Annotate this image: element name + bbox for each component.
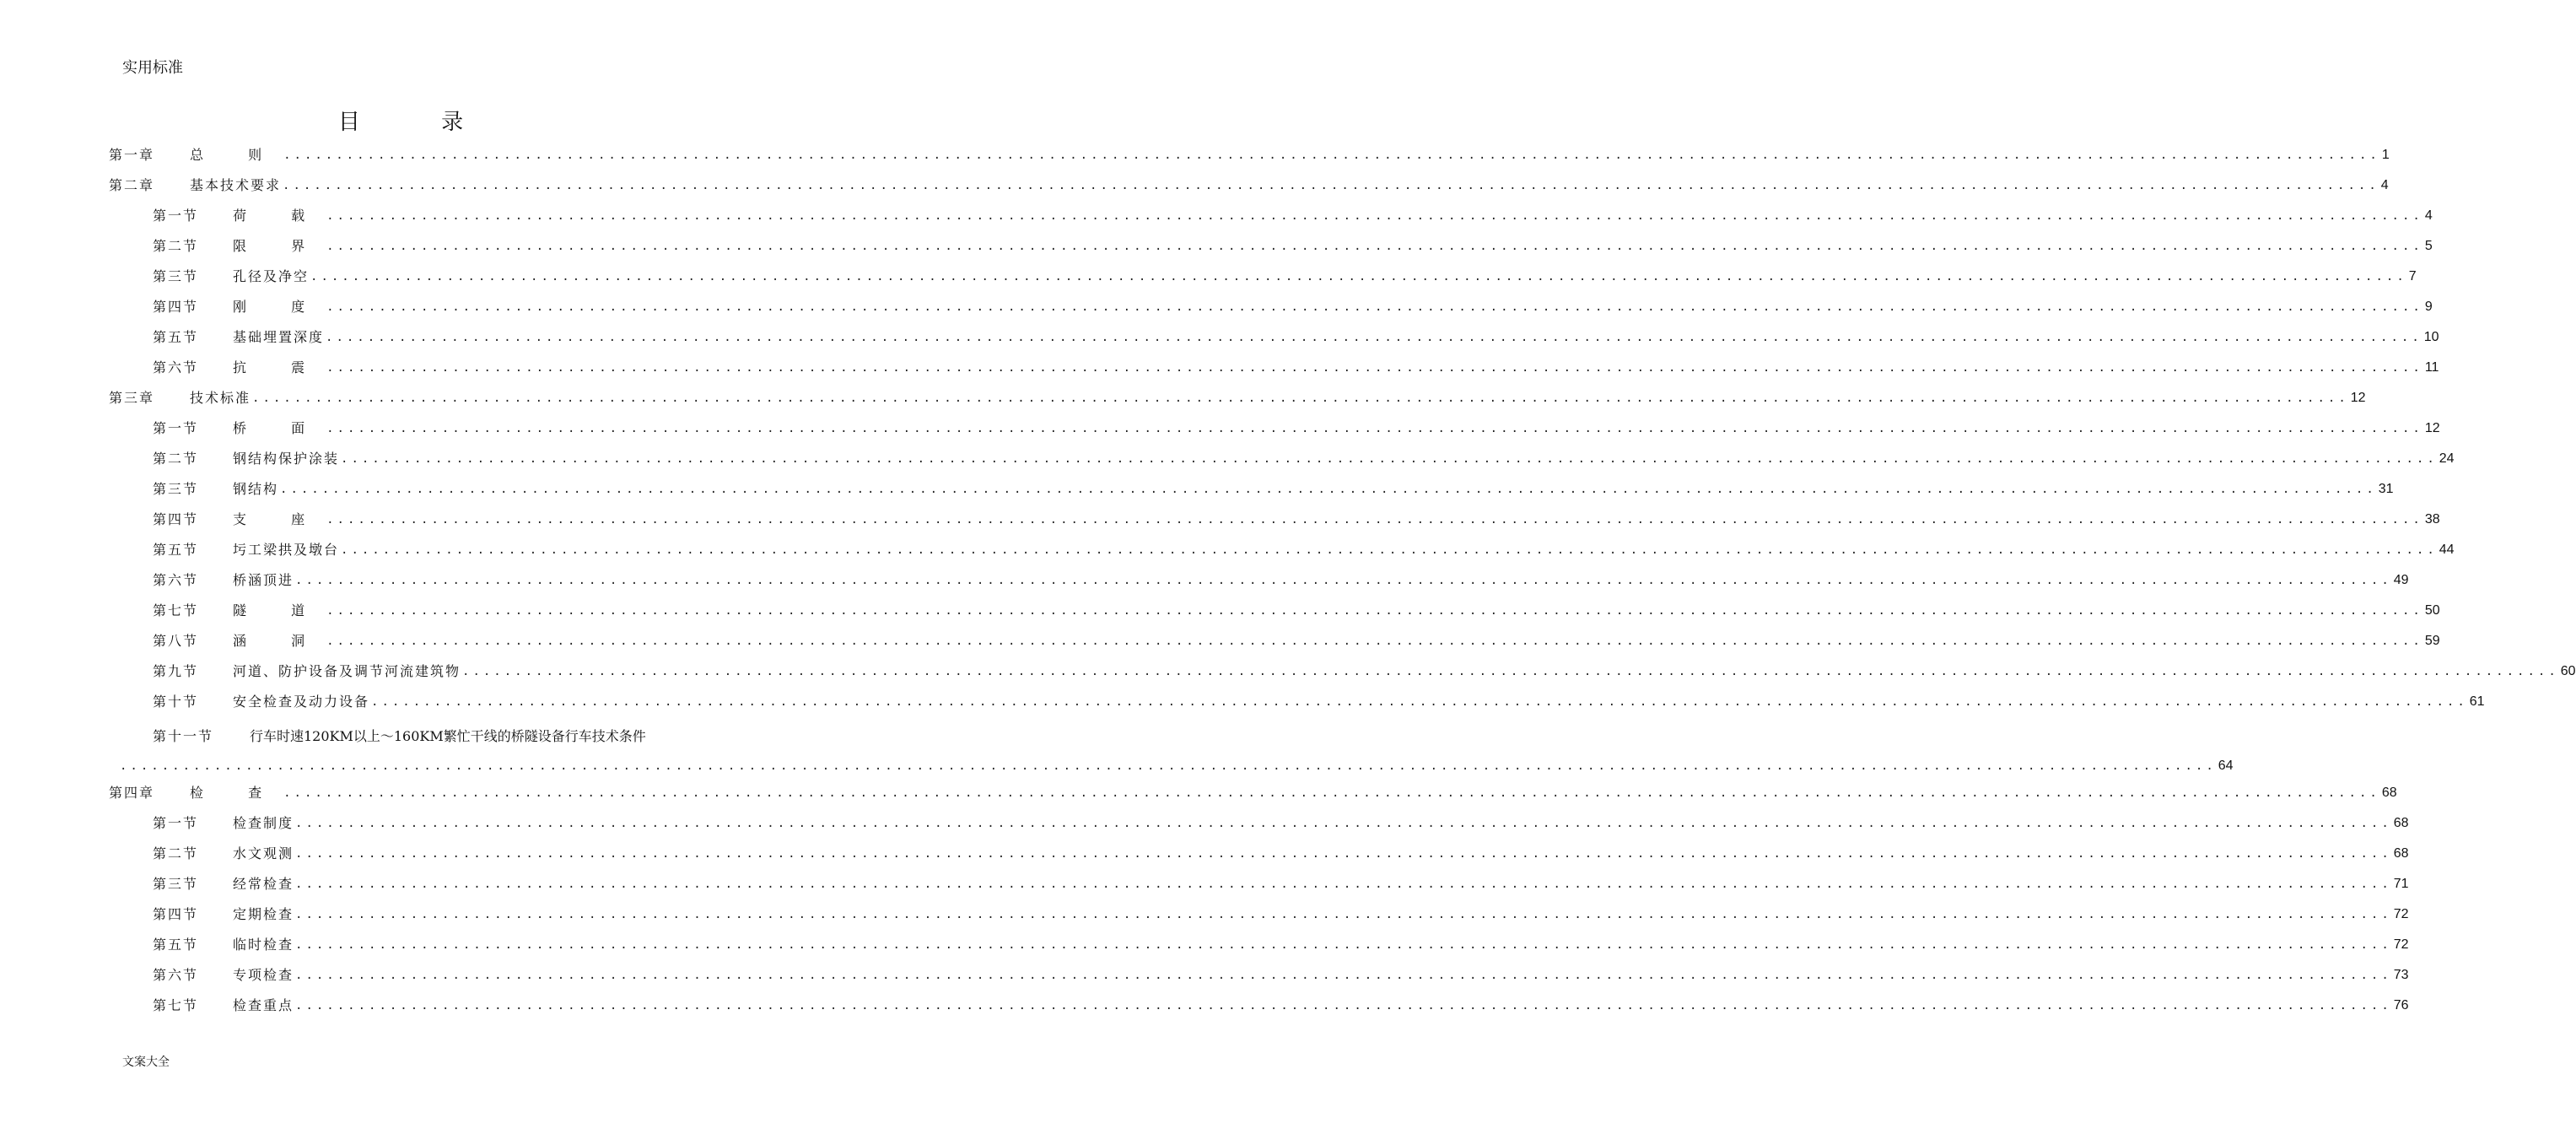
dot-leader: ........................................................................................................................................................................................................ <box>295 817 2392 830</box>
dot-leader: ........................................................................................................................................................................................................ <box>341 543 2438 557</box>
dot-leader: ........................................................................................................................................................................................................ <box>120 759 2217 773</box>
toc-entry-page: 68 <box>2393 816 2409 830</box>
toc-entry-title-long <box>153 726 709 745</box>
toc-section-entry[interactable] <box>153 413 2440 437</box>
dot-leader: ........................................................................................................................................................................................................ <box>326 361 2423 375</box>
toc-entry-label: 第七节 <box>153 997 199 1013</box>
toc-entry-page: 38 <box>2424 512 2440 526</box>
toc-section-entry[interactable] <box>153 869 2409 893</box>
dot-leader: ........................................................................................................................................................................................................ <box>280 483 2377 496</box>
toc-entry-page: 68 <box>2381 786 2397 800</box>
toc-entry-title: 检 查 <box>190 785 283 801</box>
dot-leader: ........................................................................................................................................................................................................ <box>326 300 2423 314</box>
dot-leader: ........................................................................................................................................................................................................ <box>295 878 2392 891</box>
toc-entry-title: 水文观测 <box>233 845 294 861</box>
toc-entry-label: 第一章 <box>109 147 155 163</box>
dot-leader: ........................................................................................................................................................................................................ <box>283 179 2379 192</box>
toc-entry-title: 限 界 <box>233 238 326 254</box>
toc-entry-page: 11 <box>2424 360 2439 375</box>
toc-entry-label: 第九节 <box>153 663 199 679</box>
toc-entry-page: 60 <box>2560 664 2576 678</box>
toc-chapter-entry[interactable] <box>109 140 2390 164</box>
toc-entry-label: 第五节 <box>153 329 199 345</box>
toc-entry-label: 第四节 <box>153 511 199 527</box>
toc-entry-leader-row[interactable] <box>118 751 2234 775</box>
toc-entry-page: 12 <box>2424 421 2440 435</box>
dot-leader: ........................................................................................................................................................................................................ <box>326 331 2422 344</box>
toc-entry-label: 第二章 <box>109 177 155 193</box>
toc-entry-label: 第一节 <box>153 420 199 436</box>
toc-entry-title: 荷 载 <box>233 208 326 224</box>
dot-leader: ........................................................................................................................................................................................................ <box>462 665 2559 678</box>
toc-entry-title: 经常检查 <box>233 876 294 892</box>
dot-leader: ........................................................................................................................................................................................................ <box>310 270 2407 284</box>
toc-entry-page: 7 <box>2408 269 2417 284</box>
toc-entry-label: 第十节 <box>153 694 199 710</box>
toc-entry-title: 桥涵顶进 <box>233 572 294 588</box>
toc-entry-title: 行车时速120KM以上～160KM繁忙干线的桥隧设备行车技术条件 <box>250 728 646 744</box>
toc-entry-label: 第八节 <box>153 633 199 649</box>
toc-entry-title: 桥 面 <box>233 420 326 436</box>
toc-section-entry[interactable] <box>153 535 2455 559</box>
toc-title: 目 录 <box>337 110 501 135</box>
toc-entry-page: 64 <box>2218 759 2234 773</box>
toc-entry-page: 71 <box>2393 877 2409 891</box>
toc-section-entry[interactable] <box>153 808 2409 832</box>
toc-entry-title: 检查重点 <box>233 997 294 1013</box>
toc-entry-label: 第二节 <box>153 451 199 467</box>
toc-entry-label: 第一节 <box>153 815 199 831</box>
toc-entry-page: 76 <box>2393 998 2409 1012</box>
toc-entry-title: 涵 洞 <box>233 633 326 649</box>
toc-entry-title: 刚 度 <box>233 299 326 315</box>
toc-entry-label: 第六节 <box>153 572 199 588</box>
toc-section-entry[interactable] <box>153 930 2409 953</box>
toc-entry-page: 1 <box>2381 148 2390 162</box>
toc-chapter-entry[interactable] <box>109 383 2366 407</box>
toc-entry-label: 第三节 <box>153 268 199 284</box>
toc-entry-title: 基本技术要求 <box>190 177 282 193</box>
toc-entry-page: 31 <box>2378 482 2394 496</box>
toc-entry-page: 73 <box>2393 968 2409 982</box>
toc-entry-label: 第七节 <box>153 602 199 618</box>
toc-entry-page: 44 <box>2439 543 2455 557</box>
toc-entry-label: 第三节 <box>153 876 199 892</box>
toc-entry-label: 第一节 <box>153 208 199 224</box>
toc-entry-page: 49 <box>2393 573 2409 587</box>
toc-entry-page: 10 <box>2423 330 2439 344</box>
toc-section-entry[interactable] <box>153 991 2409 1014</box>
toc-entry-page: 9 <box>2424 300 2433 314</box>
toc-chapter-entry[interactable] <box>109 170 2389 194</box>
toc-entry-title: 定期检查 <box>233 906 294 922</box>
toc-entry-page: 24 <box>2439 451 2455 466</box>
page-footer: 文案大全 <box>122 1056 170 1069</box>
toc-section-entry[interactable] <box>153 626 2440 650</box>
toc-entry-label: 第二节 <box>153 845 199 861</box>
toc-entry-page: 72 <box>2393 937 2409 952</box>
toc-entry-title: 总 则 <box>190 147 283 163</box>
toc-entry-label: 第四章 <box>109 785 155 801</box>
toc-section-entry[interactable] <box>153 474 2394 498</box>
toc-section-entry[interactable] <box>153 565 2409 589</box>
dot-leader: ........................................................................................................................................................................................................ <box>295 908 2392 921</box>
toc-entry-title: 临时检查 <box>233 937 294 953</box>
dot-leader: ........................................................................................................................................................................................................ <box>295 847 2392 861</box>
dot-leader: ........................................................................................................................................................................................................ <box>283 148 2380 162</box>
toc-entry-label: 第三节 <box>153 481 199 497</box>
toc-section-entry[interactable] <box>153 262 2417 285</box>
toc-entry-title: 技术标准 <box>190 390 251 406</box>
toc-entry-page: 61 <box>2469 694 2485 709</box>
toc-entry-label: 第六节 <box>153 359 199 375</box>
toc-entry-page: 4 <box>2424 208 2433 223</box>
dot-leader: ........................................................................................................................................................................................................ <box>326 604 2423 618</box>
dot-leader: ........................................................................................................................................................................................................ <box>326 240 2423 253</box>
dot-leader: ........................................................................................................................................................................................................ <box>326 422 2423 435</box>
toc-section-entry[interactable] <box>153 444 2455 467</box>
toc-entry-label: 第六节 <box>153 967 199 983</box>
toc-entry-page: 4 <box>2380 178 2389 192</box>
toc-entry-title: 抗 震 <box>233 359 326 375</box>
toc-entry-title: 钢结构 <box>233 481 279 497</box>
toc-entry-page: 68 <box>2393 846 2409 861</box>
toc-entry-page: 50 <box>2424 603 2440 618</box>
toc-section-entry[interactable] <box>153 687 2485 710</box>
dot-leader: ........................................................................................................................................................................................................ <box>326 513 2423 526</box>
toc-entry-title: 安全检查及动力设备 <box>233 694 370 710</box>
toc-entry-title: 支 座 <box>233 511 326 527</box>
toc-chapter-entry[interactable] <box>109 778 2397 802</box>
toc-entry-title: 钢结构保护涂装 <box>233 451 340 467</box>
dot-leader: ........................................................................................................................................................................................................ <box>341 452 2438 466</box>
toc-entry-label: 第五节 <box>153 937 199 953</box>
toc-entry-page: 59 <box>2424 634 2440 648</box>
dot-leader: ........................................................................................................................................................................................................ <box>326 634 2423 648</box>
toc-section-entry[interactable] <box>153 505 2440 528</box>
toc-entry-label: 第三章 <box>109 390 155 406</box>
dot-leader: ........................................................................................................................................................................................................ <box>326 209 2423 223</box>
dot-leader: ........................................................................................................................................................................................................ <box>295 938 2392 952</box>
toc-section-entry[interactable] <box>153 322 2439 346</box>
toc-entry-label: 第十一节 <box>153 728 214 744</box>
toc-section-entry[interactable] <box>153 292 2433 316</box>
toc-entry-title: 圬工梁拱及墩台 <box>233 542 340 558</box>
toc-section-entry[interactable] <box>153 353 2439 376</box>
toc-section-entry[interactable] <box>153 899 2409 923</box>
toc-entry-label: 第二节 <box>153 238 199 254</box>
toc-entry-title: 基础埋置深度 <box>233 329 325 345</box>
toc-entry-title: 河道、防护设备及调节河流建筑物 <box>233 663 461 679</box>
toc-entry-page: 12 <box>2350 391 2366 405</box>
toc-section-entry[interactable] <box>153 201 2433 224</box>
toc-section-entry[interactable] <box>153 656 2576 680</box>
toc-entry-label: 第四节 <box>153 299 199 315</box>
toc-entry-title: 隧 道 <box>233 602 326 618</box>
toc-section-entry[interactable] <box>153 839 2409 862</box>
dot-leader: ........................................................................................................................................................................................................ <box>295 999 2392 1012</box>
toc-entry-label: 第五节 <box>153 542 199 558</box>
dot-leader: ........................................................................................................................................................................................................ <box>295 969 2392 982</box>
toc-entry-title: 孔径及净空 <box>233 268 310 284</box>
toc-entry-page: 72 <box>2393 907 2409 921</box>
dot-leader: ........................................................................................................................................................................................................ <box>371 695 2468 709</box>
toc-section-entry[interactable] <box>153 596 2440 619</box>
dot-leader: ........................................................................................................................................................................................................ <box>295 574 2392 587</box>
toc-entry-page: 5 <box>2424 239 2433 253</box>
page-header: 实用标准 <box>122 59 183 77</box>
dot-leader: ........................................................................................................................................................................................................ <box>283 786 2380 800</box>
toc-entry-title: 检查制度 <box>233 815 294 831</box>
toc-entry-label: 第四节 <box>153 906 199 922</box>
toc-entry-title: 专项检查 <box>233 967 294 983</box>
toc-section-entry[interactable] <box>153 960 2409 984</box>
toc-section-entry[interactable] <box>153 231 2433 255</box>
dot-leader: ........................................................................................................................................................................................................ <box>252 392 2349 405</box>
